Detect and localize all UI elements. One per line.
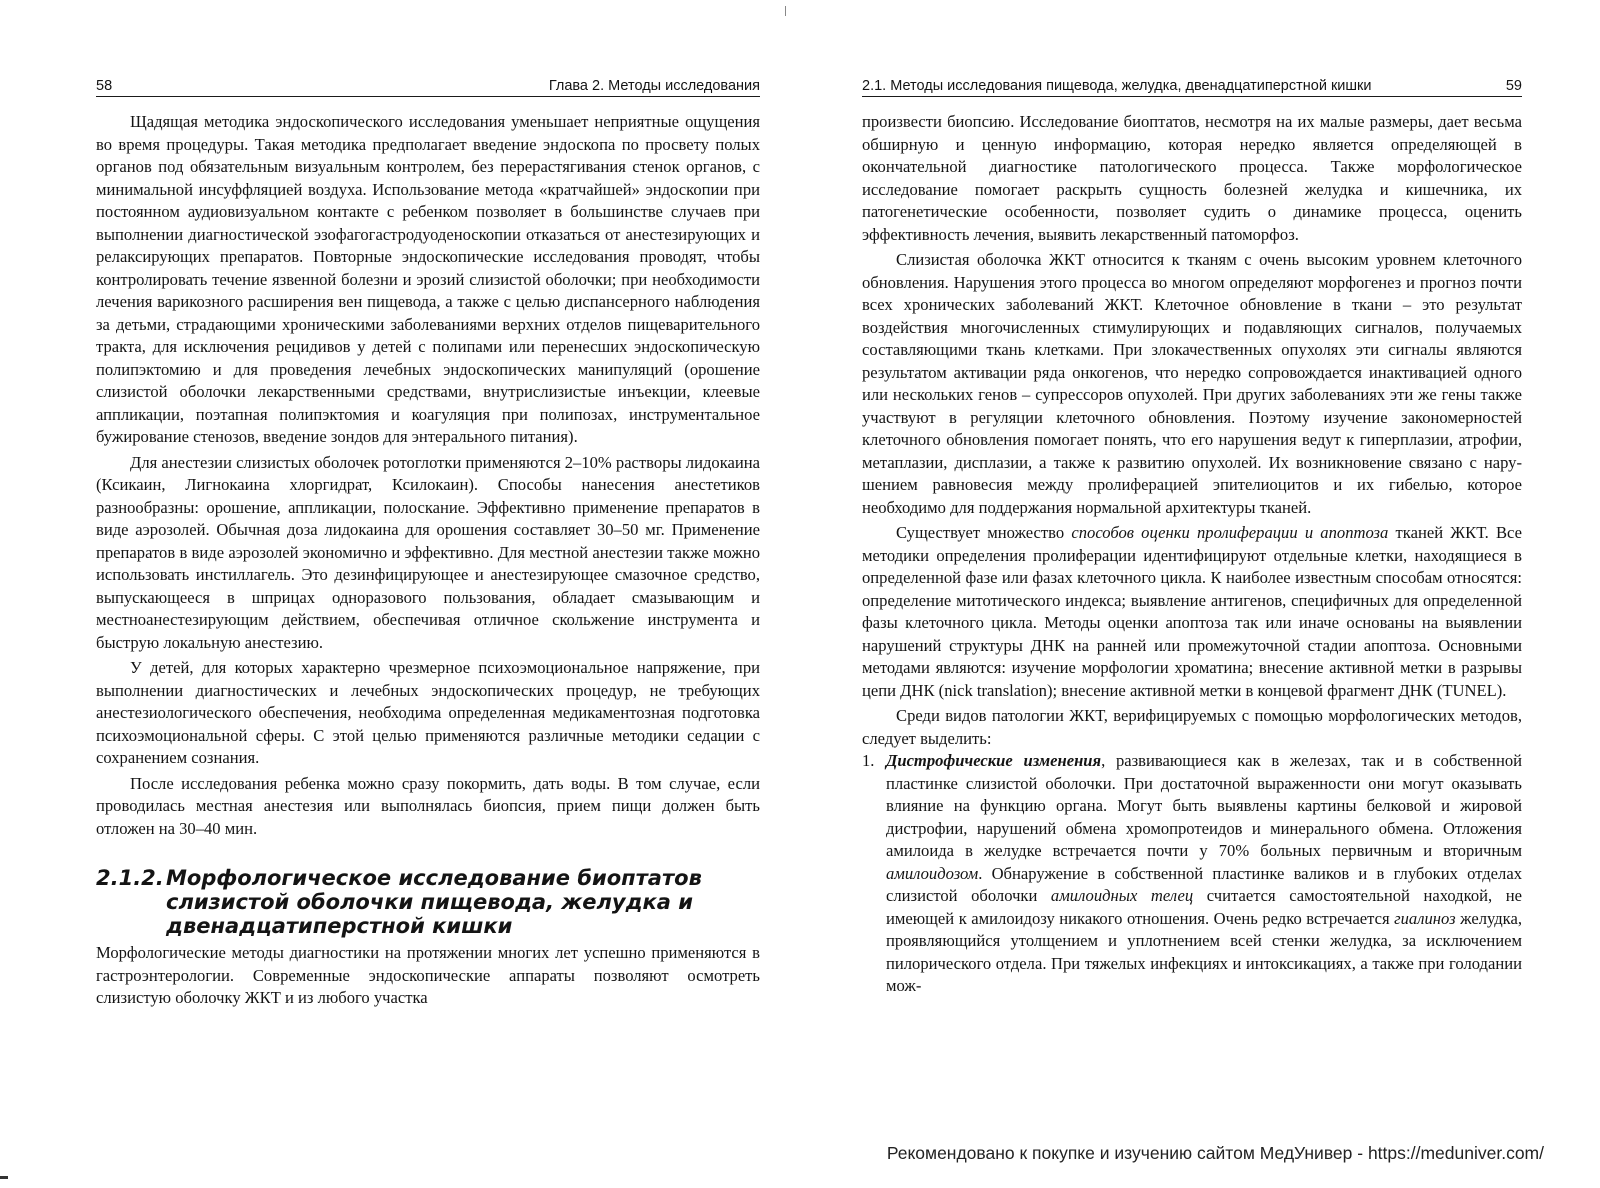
chapter-title: Глава 2. Методы исследования — [548, 78, 760, 94]
section-number: 2.1.2. — [96, 866, 164, 890]
italic-term: амилоидных телец — [1050, 886, 1194, 905]
text-run: считается самостоятельной находкой, не имеющей к амилоидозу никакого отношения. Очень редко встречается — [886, 886, 1522, 928]
paragraph: Щадящая методика эндоскопического исследования уменьшает неприятные ощущения во время процедуры. Такая методика предполагает введение эндоскопа по просвету полых органов под обязательным визуальным контролем, без перерастягивания стенок органов, с минимальной инсуффляцией воздуха. Использование метода «кратчайшей» эндоскопии при постоянном аудиовизуальном контакте с ребенком позволяет в большинстве случаев при выполнении диагностической эзофагогастродуоденоскопии отказаться от анестезирующих и релаксирующих препаратов. Повторные эндоскопические исследования проводят, чтобы контролировать течение язвенной болезни и эрозий слизистой оболочки; при необходимости лечения варикозного расширения вен пищевода, а также с целью диспансерного наблюдения за детьми, страдающими хроническими заболеваниями верхних отделов пищеварительного тракта, для исключения рецидивов у детей с полипами или перенесших эндоскопическую полипэктомию и для проведения лечебных эндоскопических манипуляций (орошение слизистой оболочки лекарственными средствами, внутрислизистые инъекции, клеевые аппликации, поэтапная полипэктомия и коагуляция при полипозах, инструментальное бужирование стенозов, введение зондов для энтерального питания). — [96, 112, 760, 446]
paragraph: Среди видов патологии ЖКТ, верифицируемых с помощью морфологических методов, следует выделить: — [862, 706, 1522, 748]
paragraph: Для анестезии слизистых оболочек ротоглотки применяются 2–10% растворы лидокаина (Ксикаин, Лигнокаина хлоргидрат, Ксилокаин). Способы нанесения анестетиков разнообразны: орошение, аппликации, полоскание. Эффективно применение препаратов в виде аэрозолей. Обычная доза лидокаина для орошения составляет 30–50 мг. Применение препаратов в виде аэрозолей экономично и эффективно. Для местной анестезии также можно использовать инстиллагель. Это дезинфицирующее и анестезирующее смазочное средство, выпускающееся в шприцах одноразового пользования, обладает смазывающим и местноанестезирующим действием, обеспечивая отличное скольжение инструмента и быструю локальную анестезию. — [96, 452, 760, 652]
page-number-right: 59 — [1505, 78, 1522, 94]
page-number-left: 58 — [96, 78, 113, 94]
footer-recommendation: Рекомендовано к покупке и изучению сайтом МедУнивер - https://meduniver.com/ — [886, 1143, 1544, 1163]
section-running-title: 2.1. Методы исследования пищевода, желудка, двенадцатиперстной кишки — [862, 78, 1372, 94]
right-running-head — [862, 78, 1522, 97]
bold-term: Дистрофические изменения — [886, 751, 1102, 770]
scan-mark — [0, 1176, 8, 1179]
section-heading — [96, 866, 760, 938]
paragraph: Слизистая оболочка ЖКТ относится к тканям с очень высоким уровнем клеточного обновления. Нарушения этого процесса во многом определяют морфогенез и прогноз почти всех хронических заболеваний ЖКТ. Клеточное обновление в ткани – это результат воздействия многочисленных стимулирующих и подавляющих сигналов, получаемых составляющими ткань клетками. При злокачественных опухолях эти сигналы являются результатом активации ряда онкогенов, что нередко сопровождается инактивацией одного или нескольких генов – супрессоров опухолей. При других заболеваниях эти же гены также участвуют в регуляции клеточного обновления. Поэтому изучение закономерностей клеточного обновления помогает понять, что его нарушения ведут к гиперплазии, атрофии, метаплазии, дисплазии, а также к развитию опухолей. Их возникновение связано с нарушением равновесия между пролиферацией эпителиоцитов и их гибелью, которое необходимо для поддержания нормальной архитектуры тканей. — [862, 250, 1522, 517]
paragraph: У детей, для которых характерно чрезмерное психоэмоциональное напряжение, при выполнении диагностических и лечебных эндоскопических процедур, не требующих анестезиологического обеспечения, необходима определенная медикаментозная подготовка психоэмоциональной сферы. С этой целью применяются различные методики седации с сохранением сознания. — [96, 658, 760, 767]
text-run: желудка, проявляющийся утолщением и уплотнением всей стенки желудка, за исключением пилорического отдела. При тяжелых инфекциях и интоксикациях, а также при голодании мож- — [886, 908, 1522, 995]
left-page — [96, 78, 760, 1010]
gutter-mark — [785, 6, 786, 16]
right-body — [862, 111, 1522, 998]
text-run: . Обнаружение в собственной пластинке валиков и в глубоких отделах слизистой оболочки — [886, 863, 1522, 905]
list-content — [886, 750, 1522, 998]
paragraph: После исследования ребенка можно сразу покормить, дать воды. В том случае, если проводилась местная анестезия или выполнялась биопсия, прием пищи должен быть отложен на 30–40 мин. — [96, 773, 760, 838]
text-run: , развивающиеся как в железах, так и в собственной пластинке слизистой оболочки. При достаточной выраженности они могут оказывать влияние на функцию органа. Могут быть выявлены картины белковой и жировой дистрофии, нарушений обмена хромопротеидов и минерального обмена. Отложения амилоида в желудке встречается почти у 70% больных первичным и вторичным — [886, 751, 1522, 860]
italic-term: гиалиноз — [1394, 908, 1456, 928]
left-running-head — [96, 78, 760, 97]
paragraph: Морфологические методы диагностики на протяжении многих лет успешно применяются в гастроэнтерологии. Современные эндоскопические аппараты позволяют осмотреть слизистую оболочку ЖКТ и из любого участка — [96, 943, 760, 1007]
text-run: Существует множество — [896, 523, 1072, 542]
paragraph — [862, 522, 1522, 702]
paragraph: произвести биопсию. Исследование биоптатов, несмотря на их малые размеры, дает весьма обширную и ценную информацию, которая нередко является определяющей в окончательной диагностике патологического процесса. Также морфологическое исследование помогает раскрыть сущность болезней желудка и кишечника, их патогенетические особенности, позволяет судить о динамике процесса, оценить эффективность лечения, выявить лекарственный патоморфоз. — [862, 112, 1522, 244]
right-page — [862, 78, 1522, 998]
section-title: Морфологическое исследование биоптатов слизистой оболочки пищевода, желудка и двенадцатиперстной кишки — [166, 866, 702, 938]
text-run: тканей ЖКТ. Все методики определения пролиферации идентифицируют отдельные клетки, находящиеся в определенной фазе или фазах клеточного цикла. К наиболее известным способам относятся: определение митотического индекса; выявление антигенов, специфичных для определенной фазы клеточного цикла. Методы оценки апоптоза так или иначе основаны на выявлении нарушений структуры ДНК на ранней или промежуточной стадии апоптоза. Основными методами являются: изучение морфологии хроматина; внесение активной метки в разрывы цепи ДНК (nick translation); внесение активной метки в концевой фрагмент ДНК (TUNEL). — [862, 523, 1522, 700]
list-item — [862, 750, 1522, 998]
italic-term: способов оценки пролиферации и апоптоза — [1071, 523, 1389, 542]
left-body — [96, 111, 760, 1010]
italic-term: амилоидозом — [886, 863, 979, 883]
list-marker: 1. — [862, 751, 875, 770]
